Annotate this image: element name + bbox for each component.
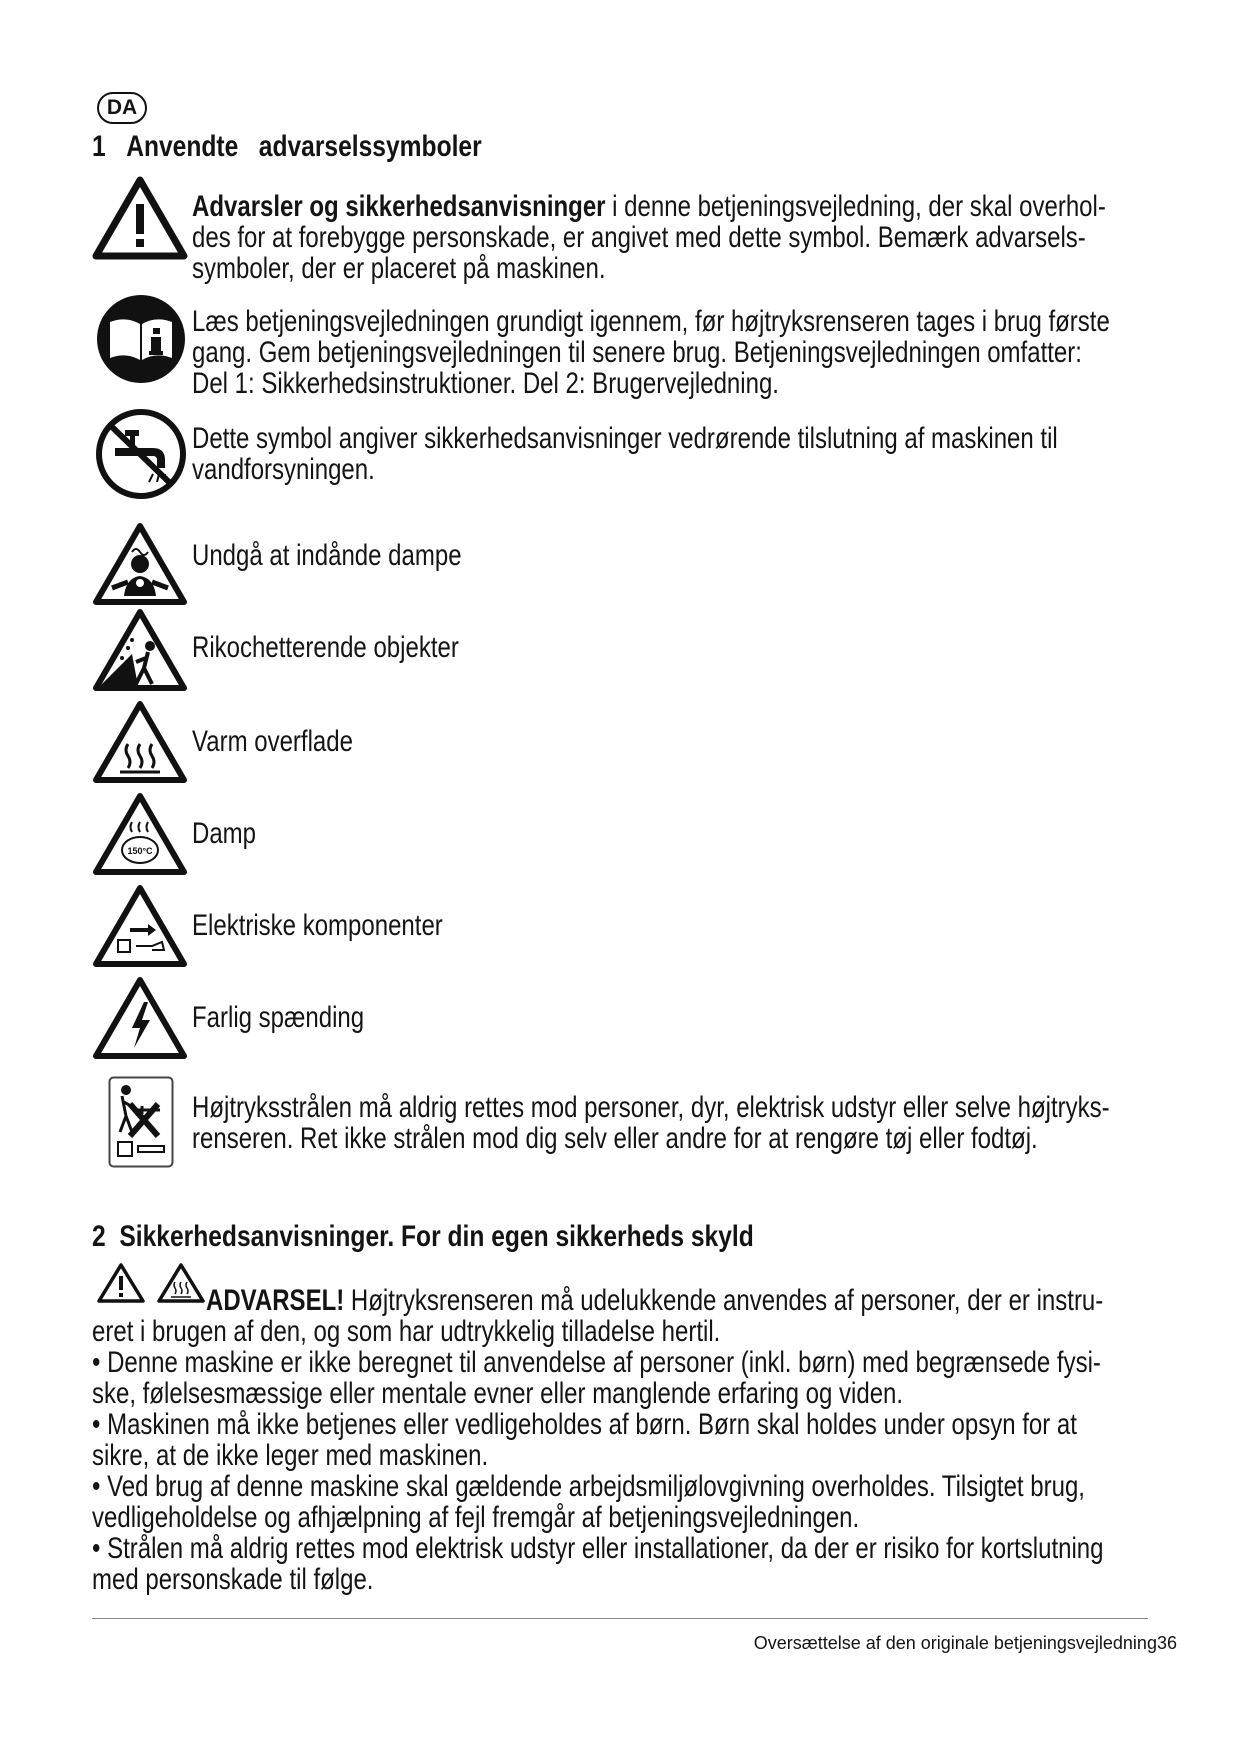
symbol-description-ricochet: Rikochetterende objekter: [192, 631, 459, 664]
steam-150c-icon: [92, 792, 188, 876]
body-line: • Denne maskine er ikke beregnet til anvendelse af personer (inkl. børn) med begrænsede fysi-: [92, 1346, 1101, 1379]
symbol-description-high-voltage: Farlig spænding: [192, 1001, 365, 1034]
steam-icon-label: 150°C: [127, 846, 153, 856]
symbol-description-no-spray: Højtryksstrålen må aldrig rettes mod personer, dyr, elektrisk udstyr eller selve højtryks- renseren. Ret ikke strålen mod dig selv eller andre for at rengøre tøj eller fodtøj.: [192, 1091, 1110, 1155]
body-line: vedligeholdelse og afhjælpning af fejl fremgår af betjeningsvejledningen.: [92, 1501, 860, 1534]
symbol-description-steam: Damp: [192, 817, 257, 850]
footer: [754, 1633, 1177, 1654]
warning-triangle-icon: [96, 1262, 146, 1304]
warning-triangle-icon: [92, 176, 188, 261]
symbol-description-electrical: Elektriske komponenter: [192, 909, 443, 942]
hot-surface-icon: [92, 700, 188, 784]
body-line: eret i brugen af den, og som har udtrykkelig tilladelse hertil.: [92, 1315, 721, 1348]
section-1-title: Anvendte advarselssymboler: [126, 130, 482, 163]
section-2-body: [92, 1316, 1104, 1595]
footer-divider: [92, 1618, 1148, 1619]
symbol-description-read-manual: Læs betjeningsvejledningen grundigt igennem, før højtryksrenseren tages i brug første gang. Gem betjeningsvejledningen til senere brug. Betjeningsvejledningen omfatter: Del 1: Sikkerhedsinstruktioner. Del 2: Brugervejledning.: [192, 305, 1110, 400]
body-line: • Ved brug af denne maskine skal gældende arbejdsmiljølovgivning overholdes. Tilsigtet brug,: [92, 1470, 1085, 1503]
body-line: med personskade til følge.: [92, 1563, 374, 1596]
ricochet-warning-icon: [92, 608, 188, 692]
do-not-spray-people-icon: [108, 1076, 174, 1168]
page-number: 36: [1156, 1633, 1177, 1653]
section-2-title: Sikkerhedsanvisninger. For din egen sikkerheds skyld: [119, 1220, 754, 1253]
body-line: sikre, at de ikke leger med maskinen.: [92, 1439, 489, 1472]
symbol-description-hot-surface: Varm overflade: [192, 725, 353, 758]
language-badge: DA: [97, 92, 147, 124]
body-line: ske, følelsesmæssige eller mentale evner eller manglende erfaring og viden.: [92, 1377, 904, 1410]
symbol-description-water-supply: Dette symbol angiver sikkerhedsanvisninger vedrørende tilslutning af maskinen til vandforsyningen.: [192, 422, 1058, 486]
no-drinking-water-tap-icon: [95, 408, 187, 500]
body-line: • Maskinen må ikke betjenes eller vedligeholdes af børn. Børn skal holdes under opsyn for at: [92, 1408, 1077, 1441]
warning-label: ADVARSEL!: [206, 1284, 345, 1317]
body-line: • Strålen må aldrig rettes mod elektrisk udstyr eller installationer, da der er risiko for kortslutning: [92, 1532, 1104, 1565]
symbol-description-warning: Advarsler og sikkerhedsanvisninger i denne betjeningsvejledning, der skal overhol- des for at forebygge personskade, er angivet med dette symbol. Bemærk advarsels- symboler, der er placeret på maskinen.: [192, 190, 1106, 285]
inhalation-warning-icon: [92, 522, 188, 606]
warning-first-line: ADVARSEL! Højtryksrenseren må udelukkende anvendes af personer, der er instru-: [206, 1284, 1104, 1317]
section-1-heading: [92, 130, 482, 164]
section-1-number: 1: [92, 130, 106, 163]
electrical-components-icon: [92, 884, 188, 968]
symbol-description-inhalation: Undgå at indånde dampe: [192, 539, 462, 572]
warnings-bold-term: Advarsler og sikkerhedsanvisninger: [192, 190, 606, 223]
read-manual-icon: [96, 294, 186, 384]
hot-surface-small-icon: [156, 1262, 206, 1304]
section-2-heading: [92, 1220, 754, 1254]
footer-text: Oversættelse af den originale betjeningsvejledning: [753, 1633, 1157, 1653]
section-2-number: 2: [92, 1220, 106, 1253]
high-voltage-icon: [92, 976, 188, 1060]
